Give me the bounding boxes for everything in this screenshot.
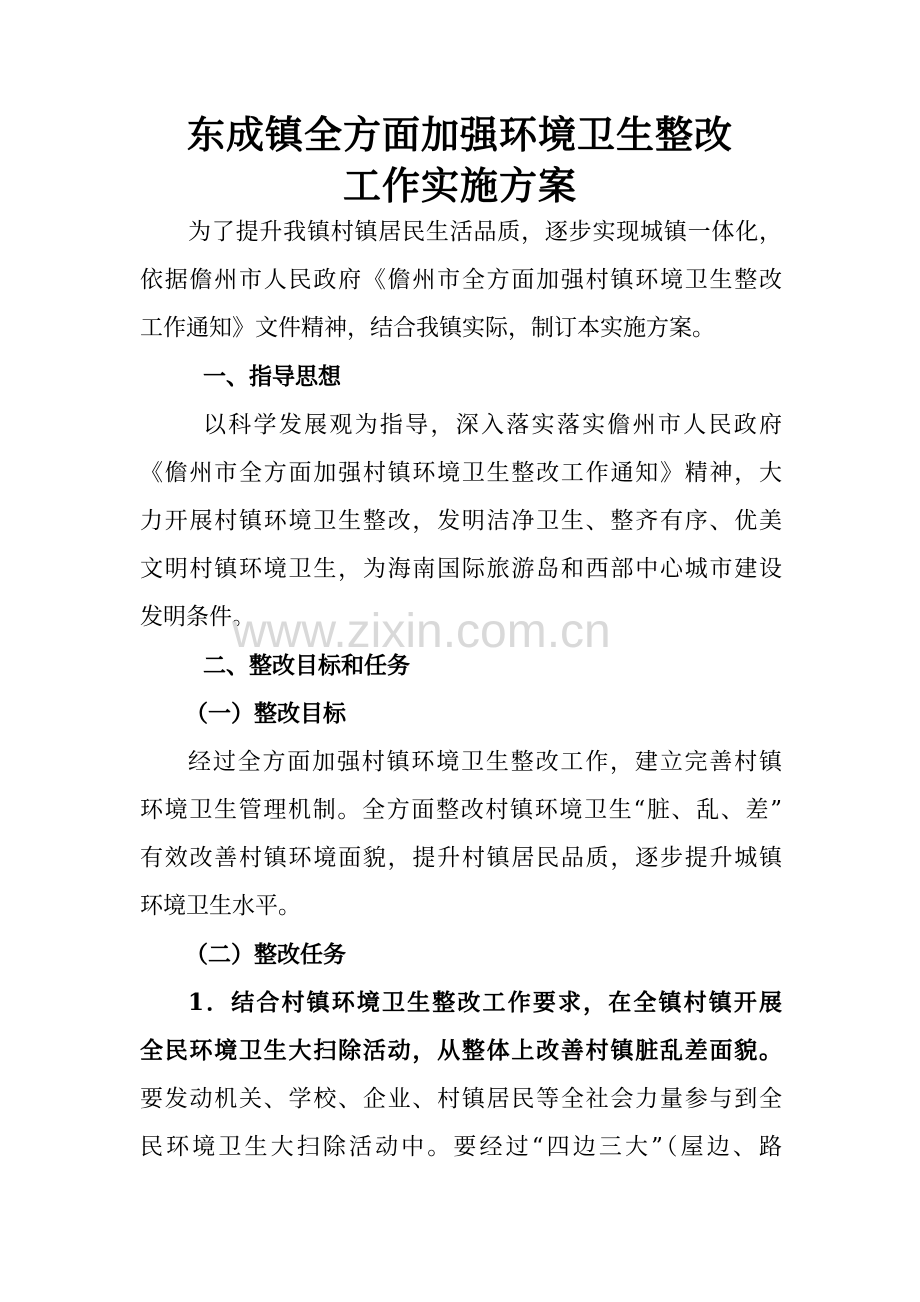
document-title-line2: 工作实施方案: [342, 163, 577, 208]
sub1-line: 环境卫生水平。: [140, 893, 301, 919]
section1-heading: 一、指导思想: [203, 364, 341, 390]
intro-line: 依据儋州市人民政府《儋州市全方面加强村镇环境卫生整改: [140, 267, 782, 293]
task1-bold-line: 全民环境卫生大扫除活动，从整体上改善村镇脏乱差面貌。: [140, 1037, 782, 1064]
watermark: www.zixin.com.cn: [232, 605, 611, 658]
section1-line: 力开展村镇环境卫生整改，发明洁净卫生、整齐有序、优美: [140, 508, 782, 534]
task1-line: 要发动机关、学校、企业、村镇居民等全社会力量参与到全: [140, 1086, 782, 1112]
sub1-heading: （一）整改目标: [185, 701, 346, 727]
section1-line: 《儋州市全方面加强村镇环境卫生整改工作通知》精神，大: [140, 460, 782, 486]
task1-bold-line: 1．结合村镇环境卫生整改工作要求，在全镇村镇开展: [188, 989, 782, 1016]
sub1-line: 经过全方面加强村镇环境卫生整改工作，建立完善村镇: [188, 749, 782, 775]
sub2-heading: （二）整改任务: [185, 942, 346, 968]
section2-heading: 二、整改目标和任务: [203, 653, 410, 679]
section1-line: 以科学发展观为指导，深入落实落实儋州市人民政府: [203, 412, 782, 438]
sub1-line: 环境卫生管理机制。全方面整改村镇环境卫生“脏、乱、差”: [140, 797, 782, 823]
sub1-line: 有效改善村镇环境面貌，提升村镇居民品质，逐步提升城镇: [140, 845, 782, 871]
document-title-line1: 东成镇全方面加强环境卫生整改: [186, 112, 733, 157]
intro-line: 为了提升我镇村镇居民生活品质，逐步实现城镇一体化，: [188, 219, 782, 245]
task1-line: 民环境卫生大扫除活动中。要经过“四边三大”（屋边、路: [140, 1134, 782, 1160]
section1-line: 文明村镇环境卫生，为海南国际旅游岛和西部中心城市建设: [140, 556, 782, 582]
section1-line: 发明条件。: [140, 604, 255, 630]
intro-line: 工作通知》文件精神，结合我镇实际，制订本实施方案。: [140, 315, 715, 341]
